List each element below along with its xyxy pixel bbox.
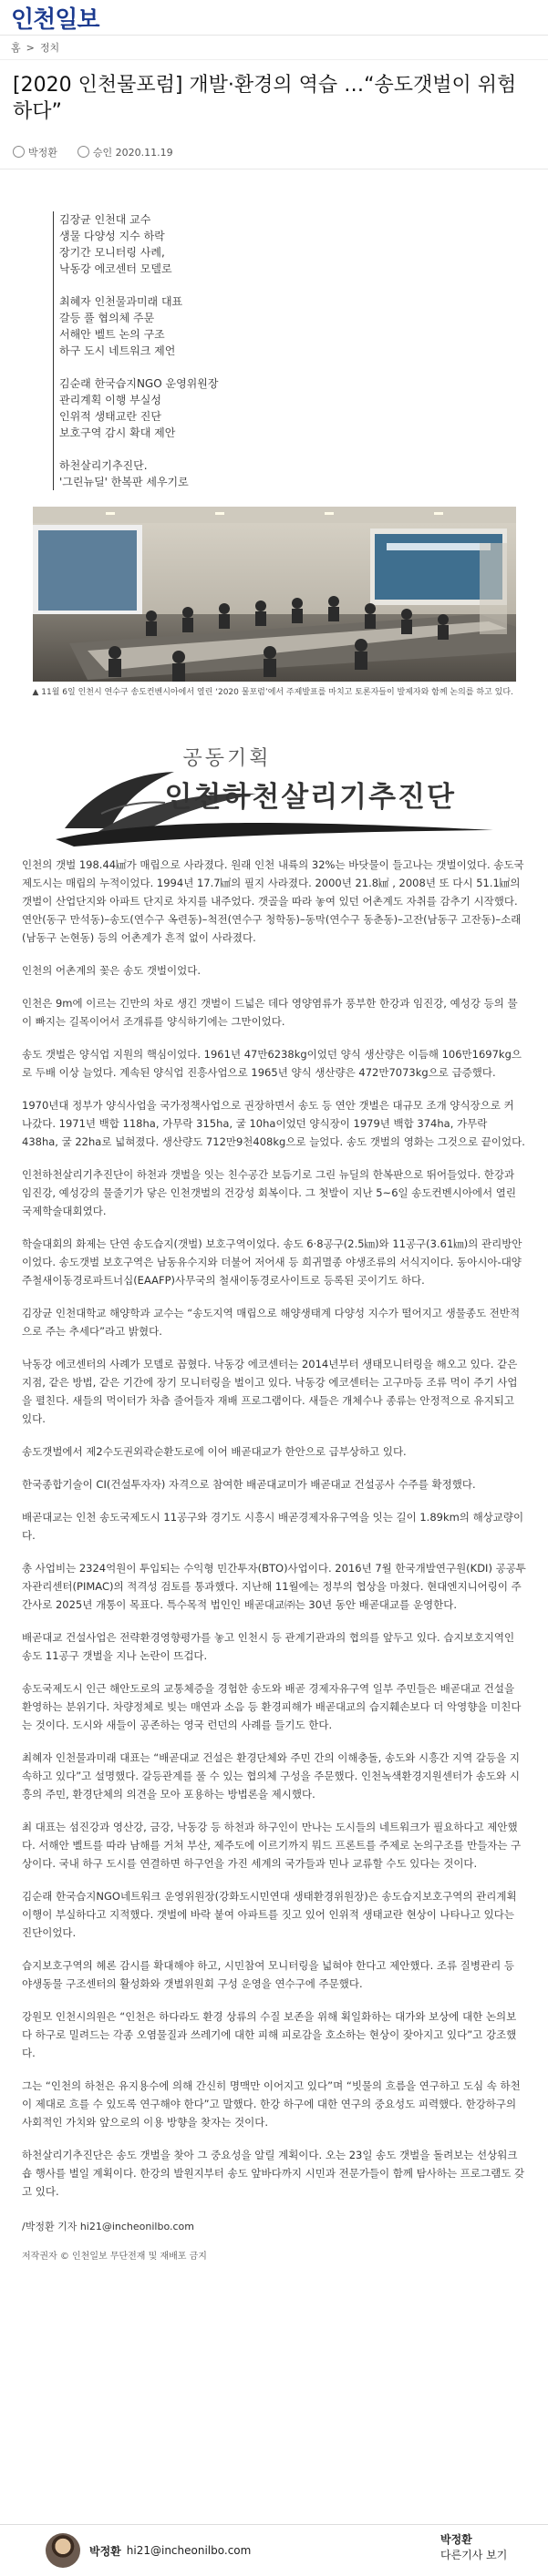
summary-line: 생물 다양성 지수 하락 [59, 230, 165, 243]
article-body [0, 856, 548, 2201]
summary-line: 갈등 풀 협의체 주문 [59, 312, 155, 325]
author-box-side [440, 2532, 507, 2563]
summary-line: 서해안 벨트 논의 구조 [59, 328, 165, 342]
breadcrumb-separator: > [26, 41, 35, 54]
breadcrumb [0, 36, 548, 60]
more-articles-link[interactable]: 다른기사 보기 [440, 2549, 508, 2561]
body-paragraph: 송도 갯벌은 양식업 지원의 핵심이었다. 1961년 47만6238kg이었던 양식 생산량은 이듬해 106만1697kg으로 두배 이상 늘었다. 계속된 양식업 진흥사업으로 1965년 양식 생산량은 472만7073kg으로 급증했다. [22, 1048, 522, 1080]
body-paragraph: 학술대회의 화제는 단연 송도습지(갯벌) 보호구역이었다. 송도 6·8공구(2.5㎞)와 11공구(3.61㎞)의 관리방안이었다. 송도갯벌 보호구역은 남동유수지와 더불어 저어새 등 희귀멸종 야생조류의 서식지이다. 동아시아-대양주철새이동경로파트너십(EAAFP)사무국의 철새이동경로사이트로 등록된 곳이기도 하다. [22, 1237, 522, 1288]
article-photo [33, 507, 516, 682]
body-paragraph: 인천하천살리기추진단이 하천과 갯벌을 잇는 친수공간 보듬기로 그린 뉴딜의 한복판으로 뛰어들었다. 한강과 임진강, 예성강의 물줄기가 닿은 인천갯벌의 건강성 회복이다. 그 첫발이 지난 5~6일 송도컨벤시아에서 열린 국제학술대회였다. [22, 1168, 517, 1218]
summary-line: 최혜자 인천물과미래 대표 [59, 295, 183, 309]
body-paragraph: 1970년대 정부가 양식사업을 국가정책사업으로 권장하면서 송도 등 연안 갯벌은 대규모 조개 양식장으로 커 나갔다. 1971년 백합 118ha, 가무락 315ha, 굴 10ha이었던 양식장이 1979년 백합 374ha, 가무락 438ha, 굴 22ha로 넓혀졌다. 생산량도 712만9천408kg으로 늘었다. 송도 갯벌의 영화는 그것으로 끝이었다. [22, 1099, 525, 1149]
publish-date: 승인 2020.11.19 [92, 147, 173, 159]
body-paragraph: 한국종합기술이 CI(건설투자자) 자격으로 참여한 배곧대교미가 배곧대교 건설공사 수주를 확정했다. [22, 1478, 476, 1492]
author-meta [13, 145, 57, 159]
body-paragraph: 강원모 인천시의원은 “인천은 하다라도 환경 상류의 수질 보존을 위해 획일화하는 대가와 보상에 대한 논의보다 하구로 밀려드는 각종 오염물질과 쓰레기에 대한 피해 피로감을 호소하는 현상이 잦아지고 있다”고 강조했다. [22, 2010, 517, 2060]
body-paragraph: 총 사업비는 2324억원이 투입되는 수익형 민간투자(BTO)사업이다. 2016년 7월 한국개발연구원(KDI) 공공투자관리센터(PIMAC)의 적격성 검토를 통과했다. 지난해 11월에는 정부의 협상을 마쳤다. 현대엔지니어링이 주간사로 2025년 개통이 목표다. 특수목적 법인인 배곧대교㈜는 30년 동안 배곧대교를 운영한다. [22, 1562, 526, 1612]
body-paragraph: 최혜자 인천물과미래 대표는 “배곧대교 건설은 환경단체와 주민 간의 이해충돌, 송도와 시흥간 지역 갈등을 지속하고 있다”고 설명했다. 갈등관계를 풀 수 있는 협의체 구성을 주문했다. 인천녹색환경지원센터가 송도와 시흥의 주민, 환경단체의 의견을 모아 포용하는 방법론을 제시했다. [22, 1751, 520, 1801]
summary-line: 낙동강 에코센터 모델로 [59, 262, 172, 276]
body-paragraph: 송도국제도시 인근 해안도로의 교통체증을 경험한 송도와 배곧 경제자유구역 일부 주민들은 배곧대교 건설을 환영하는 분위기다. 차량정체로 빚는 매연과 소음 등 환경피해가 배곧대교의 습지훼손보다 더 악영향을 미친다는 것이다. 도시와 새들이 공존하는 영국 런던의 사례를 들기도 한다. [22, 1682, 522, 1732]
summary-line: 김순래 한국습지NGO 운영위원장 [59, 377, 219, 391]
article-summary [53, 211, 548, 490]
body-paragraph: 낙동강 에코센터의 사례가 모델로 꼽혔다. 낙동강 에코센터는 2014년부터 생태모니터링을 해오고 있다. 같은 지점, 같은 방법, 같은 기간에 장기 모니터링을 벌이고 있다. 낙동강 에코센터는 고구마등 조류 먹이 주기 사업을 펼친다. 새들의 먹이터가 차츰 줄어들자 재배 프로그램이다. 새들은 개체수나 종류는 안정적으로 유지되고 있다. [22, 1358, 518, 1426]
body-paragraph: 하천살리기추진단은 송도 갯벌을 찾아 그 중요성을 알릴 계획이다. 오는 23일 송도 갯벌을 돌려보는 선상워크숍 행사를 벌일 계획이다. 한강의 발원지부터 송도 앞바다까지 시민과 전문가들이 함께 탐사하는 프로그램도 갖고 있다. [22, 2149, 525, 2199]
summary-line: 관리계획 이행 부실성 [59, 394, 161, 407]
author-box-side-name: 박정환 [440, 2533, 472, 2546]
site-logo[interactable]: 인천일보 [11, 5, 99, 34]
breadcrumb-section[interactable]: 정치 [39, 42, 60, 54]
author-box-email[interactable]: hi21@incheonilbo.com [126, 2544, 252, 2557]
copyright-notice: 저작권자 © 인천일보 무단전재 및 재배포 금지 [22, 2252, 207, 2263]
body-paragraph: 최 대표는 섬진강과 영산강, 금강, 낙동강 등 하천과 하구인이 만나는 도시들의 네트워크가 필요하다고 제안했다. 서해안 벨트를 따라 남해를 거쳐 부산, 제주도에 이르기까지 뭐드 프론트를 주제로 논의구조를 만들자는 구상이다. 국내 하구 도시를 연결하면 하구언을 가진 세계의 국가들과 민나 교류할 수도 있다는 것이다. [22, 1821, 522, 1871]
summary-block [59, 293, 548, 359]
author-name: 박정환 [28, 147, 57, 159]
body-paragraph: 김순래 한국습지NGO네트워크 운영위원장(강화도시민연대 생태환경위원장)은 송도습지보호구역의 관리계획 이행이 부실하다고 지적했다. 갯벌에 바락 붙여 아파트를 짓고 있어 인위적 생태교란 현상이 나타나고 있다는 진단이었다. [22, 1890, 517, 1940]
author-avatar [46, 2533, 80, 2568]
banner-line-1: 공동기획 [182, 747, 272, 771]
body-paragraph: 인천의 갯벌 198.44㎢가 매립으로 사라졌다. 원래 인천 내륙의 32%는 바닷물이 들고나는 갯벌이었다. 송도국제도시는 매립의 누적이었다. 1994년 17.7㎢의 필지 사라졌다. 2000년 21.8㎢ , 2008년 또 다시 51.1㎢의 갯벌이 산업단지와 아파트 단지로 차지를 내주었다. 갯골을 따라 놓여 있던 어촌계도 자취를 감추기 시작했다. 연안(동구 만석동)–송도(연수구 옥련동)–척전(연수구 청학동)–동막(연수구 동춘동)–고잔(남동구 고잔동)–소래(남동구 논현동) 등의 어촌계가 흔적 없이 사라졌다. [22, 858, 524, 945]
summary-block [59, 457, 548, 490]
author-box [0, 2524, 548, 2576]
series-banner [37, 719, 512, 856]
conference-photo-illustration [33, 507, 516, 682]
body-paragraph: 배곧대교 건설사업은 전략환경영향평가를 놓고 인천시 등 관계기관과의 협의를 앞두고 있다. 습지보호지역인 송도 11공구 갯벌을 지나 논란이 뜨겁다. [22, 1631, 515, 1663]
summary-block [59, 375, 548, 441]
summary-block [59, 211, 548, 277]
summary-line: 하구 도시 네트워크 제언 [59, 344, 176, 358]
author-box-name: 박정환 [89, 2544, 121, 2558]
body-paragraph: 인천의 어촌계의 꽃은 송도 갯벌이었다. [22, 964, 202, 978]
article-byline: /박정환 기자 hi21@incheonilbo.com [22, 2221, 194, 2233]
masthead [0, 0, 548, 36]
summary-line: 하천살리기추진단. [59, 459, 148, 473]
article-meta [0, 128, 548, 169]
summary-line: 보호구역 감시 확대 제안 [59, 426, 176, 440]
article-title: [2020 인천물포럼] 개발·환경의 역습 …“송도갯벌이 위험하다” [13, 74, 517, 123]
summary-line: 장기간 모니터링 사례, [59, 246, 165, 260]
body-paragraph: 배곧대교는 인천 송도국제도시 11공구와 경기도 시흥시 배곧경제자유구역을 잇는 길이 1.89km의 해상교량이다. [22, 1511, 524, 1543]
clock-icon [78, 146, 89, 158]
date-meta [78, 145, 173, 159]
body-paragraph: 그는 “인천의 하천은 유지용수에 의해 간신히 명맥만 이어지고 있다”며 “빗물의 흐름을 연구하고 도심 속 하천이 제대로 흐를 수 있도록 연구해야 한다”고 말했다. 한강 하구에 대한 연구의 중요성도 피력했다. 한강하구의 사회적인 가치와 앞으로의 이용 방향을 찾자는 것이다. [22, 2079, 521, 2130]
photo-caption: ▲ 11월 6일 인천시 연수구 송도컨벤시아에서 열린 ‘2020 물포럼’에서 주제발표를 마치고 토론자들이 발제자와 함께 논의를 하고 있다. [32, 688, 513, 698]
summary-line: 인위적 생태교란 진단 [59, 410, 161, 424]
body-paragraph: 인천은 9m에 이르는 긴만의 차로 생긴 갯벌이 드넓은 데다 영양염류가 풍부한 한강과 임진강, 예성강 등의 물이 빠지는 길목이어서 조개류를 양식하기에는 그만이었다. [22, 997, 518, 1029]
body-paragraph: 습지보호구역의 헤론 감시를 확대해야 하고, 시민참여 모니터링을 넓혀야 한다고 제안했다. 조류 질병관리 등 야생동물 구조센터의 활성화와 갯벌위원회 구성 운영을 연수구에 주문했다. [22, 1959, 514, 1991]
summary-line: 김장균 인천대 교수 [59, 213, 151, 227]
breadcrumb-home[interactable]: 홈 [11, 42, 21, 54]
body-paragraph: 송도갯벌에서 제2수도권외곽순환도로에 이어 배곧대교가 한안으로 급부상하고 있다. [22, 1445, 407, 1459]
summary-line: '그린뉴딜' 한복판 세우기로 [59, 476, 189, 489]
body-paragraph: 김장균 인천대학교 해양학과 교수는 “송도지역 매립으로 해양생태계 다양성 지수가 떨어지고 생물종도 전반적으로 주는 추세다”라고 밝혔다. [22, 1307, 521, 1339]
user-icon [13, 146, 25, 158]
banner-line-2: 인천하천살리기추진단 [164, 781, 456, 815]
